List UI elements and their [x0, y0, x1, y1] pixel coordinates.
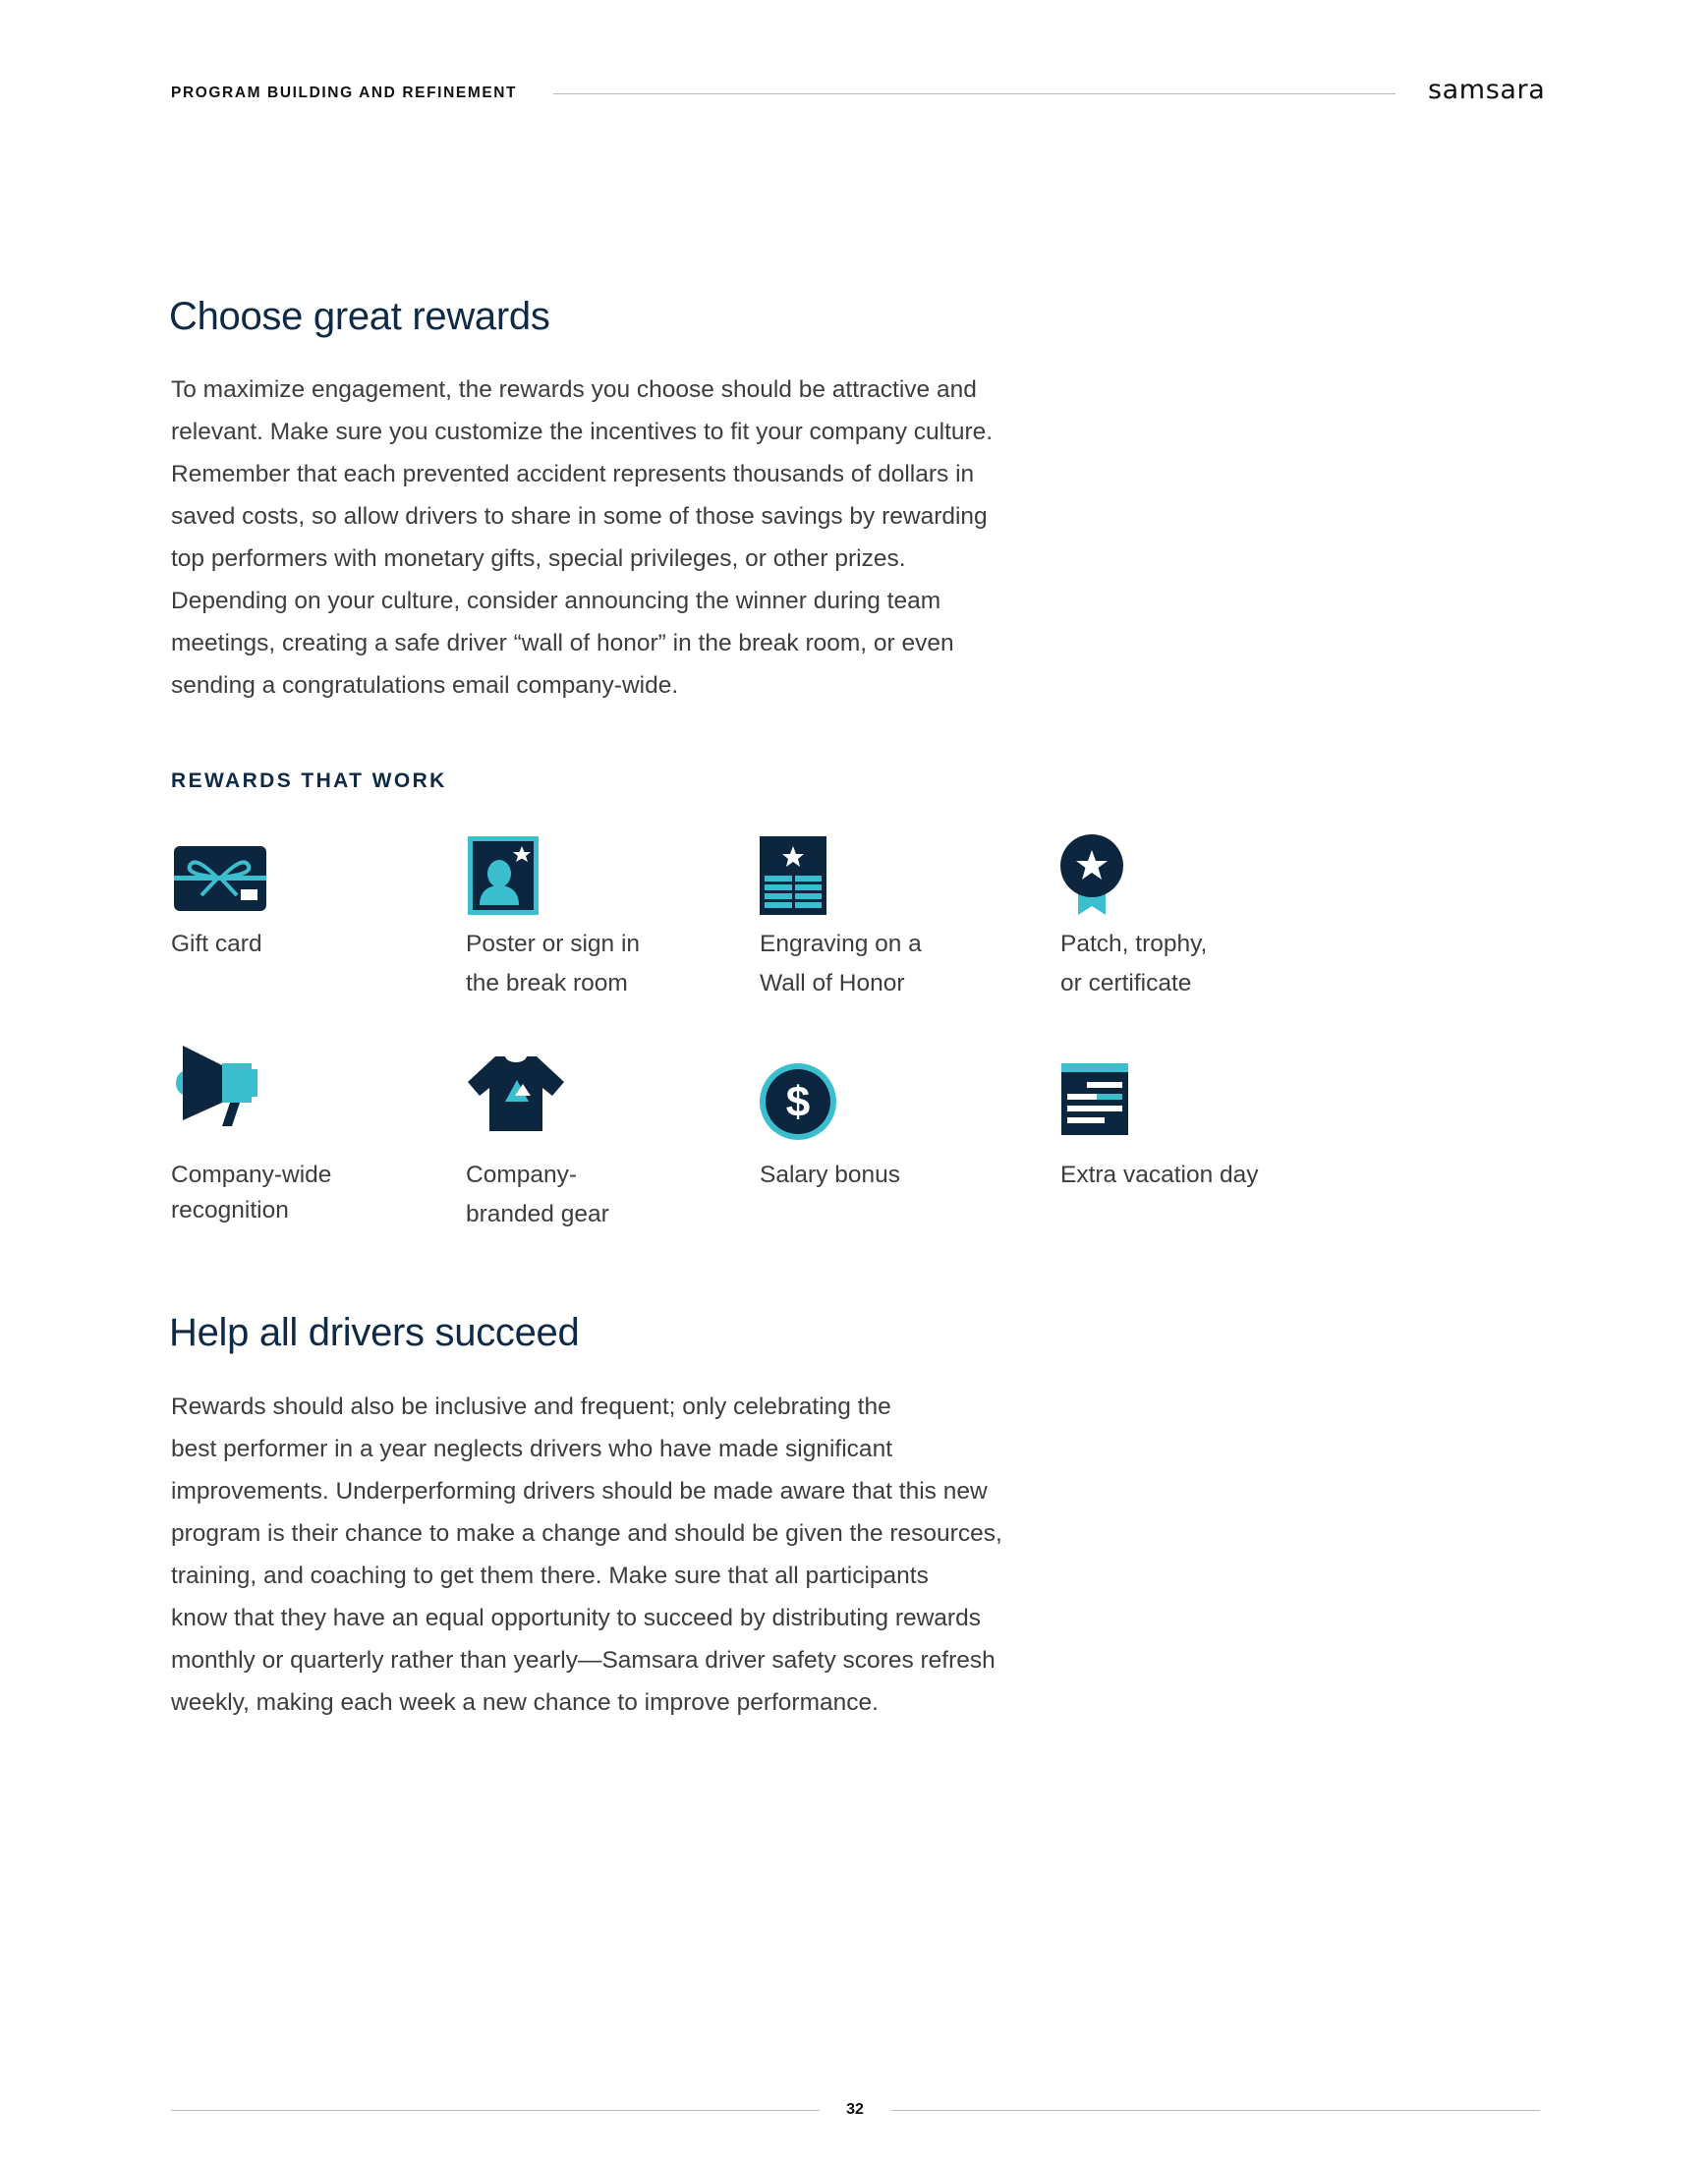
- reward-label: Company- branded gear: [466, 1162, 609, 1227]
- paragraph-line: sending a congratulations email company-wide.: [171, 672, 679, 699]
- paragraph-line: training, and coaching to get them there. Make sure that all participants: [171, 1563, 929, 1589]
- paragraph-line: relevant. Make sure you customize the incentives to fit your company culture.: [171, 419, 994, 445]
- dollar-coin-icon: [760, 1063, 836, 1140]
- paragraph-line: meetings, creating a safe driver “wall of honor” in the break room, or even: [171, 630, 954, 656]
- reward-label: Company-wide recognition: [171, 1162, 332, 1223]
- samsara-logo: samsara: [1428, 75, 1546, 105]
- reward-label: Salary bonus: [760, 1162, 901, 1188]
- medal-icon: [1060, 834, 1123, 915]
- reward-label: Gift card: [171, 931, 262, 957]
- calendar-icon: [1061, 1063, 1128, 1135]
- paragraph-help-drivers: [171, 1386, 1105, 1724]
- rewards-subheading: REWARDS THAT WORK: [171, 769, 447, 792]
- header-divider: [553, 93, 1395, 94]
- reward-label: Engraving on a Wall of Honor: [760, 931, 922, 996]
- reward-label: Poster or sign in the break room: [466, 931, 641, 996]
- svg-text:$: $: [785, 1078, 811, 1126]
- t-shirt-icon: [468, 1056, 564, 1131]
- section-title: PROGRAM BUILDING AND REFINEMENT: [171, 85, 518, 101]
- paragraph-line: know that they have an equal opportunity to succeed by distributing rewards: [171, 1605, 981, 1631]
- paragraph-line: Remember that each prevented accident represents thousands of dollars in: [171, 461, 975, 487]
- paragraph-line: monthly or quarterly rather than yearly—Samsara driver safety scores refresh: [171, 1647, 996, 1674]
- paragraph-line: To maximize engagement, the rewards you choose should be attractive and: [171, 376, 977, 403]
- paragraph-line: saved costs, so allow drivers to share in some of those savings by rewarding: [171, 503, 988, 530]
- megaphone-icon: [175, 1044, 259, 1128]
- paragraph-line: improvements. Underperforming drivers should be made aware that this new: [171, 1478, 988, 1505]
- paragraph-line: best performer in a year neglects drivers who have made significant: [171, 1436, 892, 1462]
- heading-help-all-drivers-succeed: Help all drivers succeed: [169, 1311, 580, 1354]
- paragraph-line: Rewards should also be inclusive and frequent; only celebrating the: [171, 1394, 891, 1420]
- paragraph-line: top performers with monetary gifts, special privileges, or other prizes.: [171, 545, 906, 572]
- paragraph-line: program is their chance to make a change and should be given the resources,: [171, 1520, 1002, 1547]
- wall-of-honor-icon: [760, 836, 826, 915]
- footer-divider-left: [171, 2110, 820, 2111]
- paragraph-line: Depending on your culture, consider announcing the winner during team: [171, 588, 941, 614]
- footer-divider-right: [891, 2110, 1540, 2111]
- reward-label: Extra vacation day: [1060, 1162, 1259, 1188]
- page-number: 32: [846, 2101, 864, 2118]
- paragraph-line: weekly, making each week a new chance to improve performance.: [171, 1689, 879, 1716]
- heading-choose-great-rewards: Choose great rewards: [169, 295, 550, 338]
- gift-card-icon: [174, 846, 266, 911]
- poster-icon: [468, 836, 539, 915]
- paragraph-choose-rewards: [171, 369, 1105, 707]
- reward-label: Patch, trophy, or certificate: [1060, 931, 1208, 996]
